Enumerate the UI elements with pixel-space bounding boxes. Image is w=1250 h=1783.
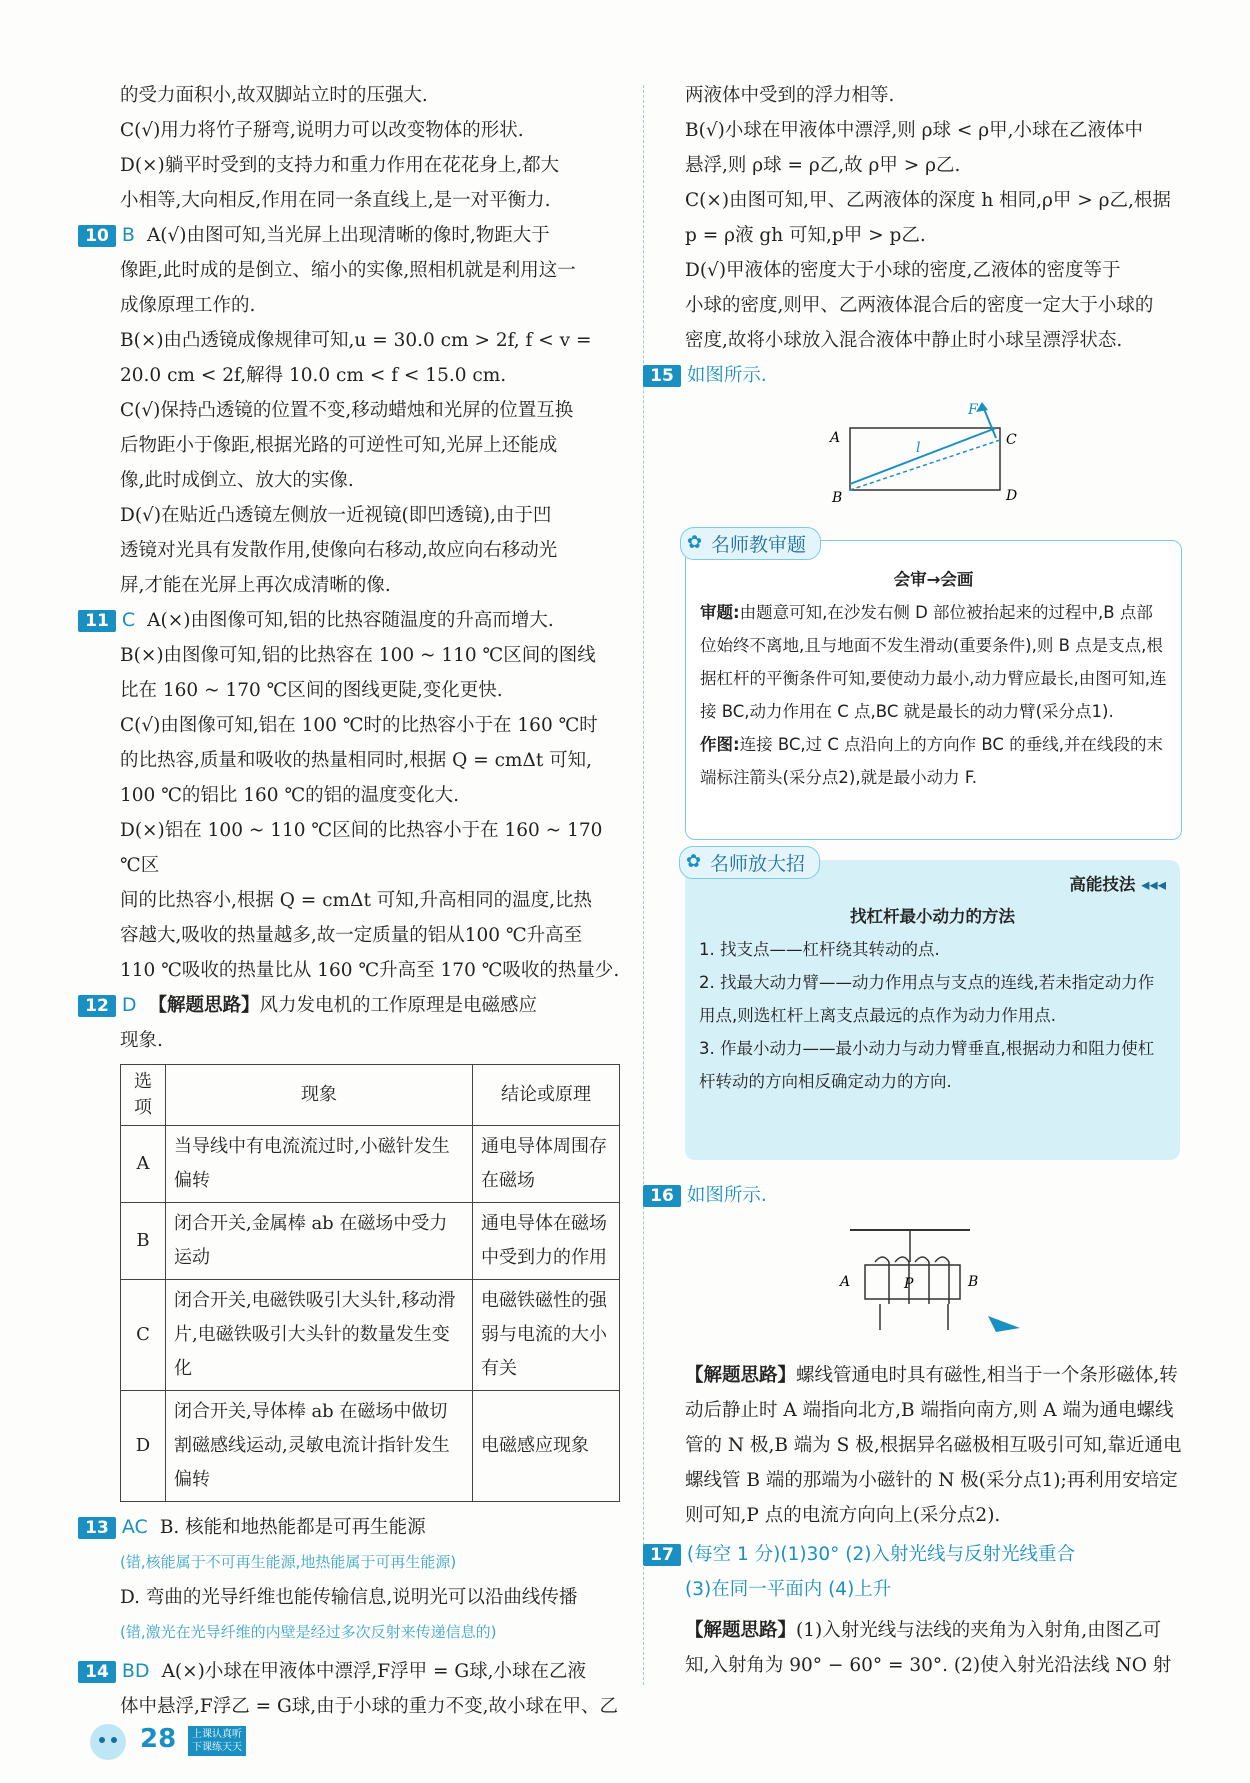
- table-header-row: [121, 1065, 620, 1126]
- question-number: 11: [78, 610, 116, 632]
- text-line: A(×)由图像可知,铝的比热容随温度的升高而增大.: [147, 610, 554, 631]
- point-label: l: [916, 440, 921, 456]
- tag-label: 高能技法 ◂◂◂: [1069, 875, 1166, 894]
- arrow-head: [976, 402, 988, 412]
- text: 螺线管通电时具有磁性,相当于一个条形磁体,转动后静止时 A 端指向北方,B 端指向南方,则 A 端为通电螺线管的 N 极,B 端为 S 极,根据异名磁极相互吸引可知,靠近通电螺线管 B 端的那端为小磁针的 N 极(采分点1);再利用安培定则可知,P 点的电流方向向上(采分点2).: [685, 1365, 1182, 1526]
- answer: C: [121, 609, 136, 631]
- box-heading: 找杠杆最小动力的方法: [850, 907, 1015, 926]
- paragraph: [700, 728, 1167, 794]
- text: 由题意可知,在沙发右侧 D 部位被抬起来的过程中,B 点部位始终不离地,且与地面不发生滑动(重要条件),则 B 点是支点,根据杠杆的平衡条件可知,要使动力最小,动力臂应最长,由图可知,连接 BC,动力作用在 C 点,BC 就是最长的动力臂(采分点1).: [700, 603, 1167, 721]
- text-line: 屏,才能在光屏上再次成清晰的像.: [120, 575, 391, 596]
- paragraph: [685, 1358, 1185, 1533]
- text-line: 110 ℃吸收的热量比从 160 ℃升高至 170 ℃吸收的热量少.: [120, 960, 620, 981]
- text: 连接 BC,过 C 点沿向上的方向作 BC 的垂线,并在线段的末端标注箭头(采分点2),就是最小动力 F.: [700, 735, 1163, 787]
- question-13: [85, 1510, 620, 1545]
- question-16: [650, 1178, 1185, 1213]
- table-row: [121, 1391, 620, 1502]
- list-item: 2. 找最大动力臂——动力作用点与支点的连线,若未指定动力作用点,则选杠杆上离支点最远的点作为动力作用点.: [699, 973, 1155, 1025]
- table-cell: 电磁铁磁性的强弱与电流的大小有关: [473, 1280, 620, 1391]
- answer: D: [121, 994, 137, 1016]
- table-cell: 闭合开关,电磁铁吸引大头针,移动滑片,电磁铁吸引大头针的数量发生变化: [166, 1280, 473, 1391]
- text-line: 的比热容,质量和吸收的热量相同时,根据 Q = cmΔt 可知,: [120, 750, 593, 771]
- table-cell: A: [121, 1126, 166, 1203]
- text-line: B(√)小球在甲液体中漂浮,则 ρ球 < ρ甲,小球在乙液体中: [685, 120, 1143, 141]
- text-line: 现象.: [120, 1030, 163, 1051]
- table-cell: D: [121, 1391, 166, 1502]
- column-header: 选项: [121, 1065, 166, 1126]
- box-heading: 会审→会画: [893, 570, 974, 589]
- point-label: A: [830, 430, 841, 446]
- question-10: [85, 218, 620, 253]
- text-line: 如图所示.: [686, 1185, 767, 1206]
- column-header: 结论或原理: [473, 1065, 620, 1126]
- text-line: B(×)由凸透镜成像规律可知,u = 30.0 cm > 2f, f < v =: [120, 330, 592, 351]
- text-line: 100 ℃的铝比 160 ℃的铝的温度变化大.: [120, 785, 460, 806]
- paragraph: [700, 596, 1167, 728]
- label: 作图:: [700, 735, 740, 754]
- text-line: 小相等,大向相反,作用在同一条直线上,是一对平衡力.: [120, 190, 551, 211]
- column-header: 现象: [166, 1065, 473, 1126]
- arm-line: [850, 440, 1000, 490]
- list-item: 3. 作最小动力——最小动力与动力臂垂直,根据动力和阻力使杠杆转动的方向相反确定动力的方向.: [699, 1039, 1155, 1091]
- table-cell: 通电导体周围存在磁场: [473, 1126, 620, 1203]
- table-cell: B: [121, 1203, 166, 1280]
- point-label: D: [1006, 488, 1018, 504]
- text-line: p = ρ液 gh 可知,p甲 > p乙.: [685, 225, 926, 246]
- table-cell: 通电导体在磁场中受到力的作用: [473, 1203, 620, 1280]
- table-cell: 当导线中有电流流过时,小磁针发生偏转: [166, 1126, 473, 1203]
- question-14: [85, 1654, 620, 1689]
- text: (1)入射光线与法线的夹角为入射角,由图乙可知,入射角为 90° − 60° = 30°. (2)使入射光沿法线 NO 射: [685, 1620, 1172, 1676]
- text-line: 小球的密度,则甲、乙两液体混合后的密度一定大于小球的: [685, 295, 1154, 316]
- text-line: C(√)用力将竹子掰弯,说明力可以改变物体的形状.: [120, 120, 524, 141]
- text-line: 成像原理工作的.: [120, 295, 256, 316]
- question-number: 10: [78, 225, 116, 247]
- point-label: A: [840, 1274, 851, 1290]
- answer: BD: [121, 1660, 150, 1682]
- text-line: 比在 160 ~ 170 ℃区间的图线更陡,变化更快.: [120, 680, 503, 701]
- label: 审题:: [700, 603, 740, 622]
- text-line: 如图所示.: [686, 365, 767, 386]
- text-line: D(×)躺平时受到的支持力和重力作用在花花身上,都大: [120, 155, 560, 176]
- text-line: (3)在同一平面内 (4)上升: [685, 1579, 892, 1600]
- question-17: [650, 1537, 1185, 1572]
- page-footer: [80, 1718, 260, 1762]
- arrow-icon: ◂◂◂: [1141, 875, 1166, 894]
- point-label: P: [904, 1276, 914, 1292]
- text-line: 密度,故将小球放入混合液体中静止时小球呈漂浮状态.: [685, 330, 1123, 351]
- text-line: A(√)由图可知,当光屏上出现清晰的像时,物距大于: [146, 225, 550, 246]
- label: 【解题思路】: [685, 1620, 797, 1641]
- teacher-review-box: [685, 532, 1182, 840]
- table-row: [121, 1203, 620, 1280]
- text-line: 风力发电机的工作原理是电磁感应: [259, 995, 538, 1016]
- table-row: [121, 1280, 620, 1391]
- question-15: [650, 358, 1185, 393]
- table-cell: 电磁感应现象: [473, 1391, 620, 1502]
- sofa-rect: [850, 428, 1000, 490]
- label: 【解题思路】: [148, 995, 260, 1016]
- text-line: 透镜对光具有发散作用,使像向右移动,故应向右移动光: [120, 540, 558, 561]
- paragraph: [685, 1613, 1185, 1683]
- page-number: 28: [140, 1724, 177, 1754]
- phenomenon-table: [120, 1064, 620, 1502]
- tips-box: [685, 851, 1180, 1160]
- question-number: 12: [78, 995, 116, 1017]
- label: 【解题思路】: [685, 1365, 797, 1386]
- answer: B: [121, 224, 135, 246]
- text-line: C(×)由图可知,甲、乙两液体的深度 h 相同,ρ甲 > ρ乙,根据: [685, 190, 1171, 211]
- text-line: D(√)在贴近凸透镜左侧放一近视镜(即凹透镜),由于凹: [120, 505, 552, 526]
- text-line: 的受力面积小,故双脚站立时的压强大.: [120, 85, 428, 106]
- text-line: D(√)甲液体的密度大于小球的密度,乙液体的密度等于: [685, 260, 1121, 281]
- point-label: C: [1006, 432, 1017, 448]
- lever-figure: [820, 400, 1050, 510]
- question-number: 14: [78, 1661, 116, 1683]
- point-label: B: [968, 1274, 979, 1290]
- text-line: (每空 1 分)(1)30° (2)入射光线与反射光线重合: [686, 1544, 1075, 1565]
- annotation: (错,激光在光导纤维的内壁是经过多次反射来传递信息的): [120, 1623, 497, 1641]
- force-arm: [850, 428, 996, 484]
- list-item: 1. 找支点——杠杆绕其转动的点.: [699, 940, 940, 959]
- text-line: C(√)保持凸透镜的位置不变,移动蜡烛和光屏的位置互换: [120, 400, 574, 421]
- compass-needle: [988, 1316, 1020, 1332]
- text-line: 后物距小于像距,根据光路的可逆性可知,光屏上还能成: [120, 435, 558, 456]
- point-label: F: [968, 402, 978, 418]
- right-column-bottom: [650, 1358, 1185, 1683]
- question-11: [85, 603, 620, 638]
- text-line: 像,此时成倒立、放大的实像.: [120, 470, 354, 491]
- text-line: B(×)由图像可知,铝的比热容在 100 ~ 110 ℃区间的图线: [120, 645, 596, 666]
- column-divider: [643, 85, 644, 1685]
- text-line: 间的比热容小,根据 Q = cmΔt 可知,升高相同的温度,比热: [120, 890, 593, 911]
- annotation: (错,核能属于不可再生能源,地热能属于可再生能源): [120, 1553, 457, 1571]
- answer: AC: [121, 1516, 148, 1538]
- solenoid-figure: [820, 1220, 1050, 1340]
- table-row: [121, 1126, 620, 1203]
- table-cell: 闭合开关,导体棒 ab 在磁场中做切割磁感线运动,灵敏电流计指针发生偏转: [166, 1391, 473, 1502]
- table-cell: C: [121, 1280, 166, 1391]
- text-line: 两液体中受到的浮力相等.: [685, 85, 895, 106]
- star-icon: ✿: [686, 851, 702, 872]
- text-line: 体中悬浮,F浮乙 = G球,由于小球的重力不变,故小球在甲、乙: [120, 1696, 619, 1717]
- question-number: 16: [643, 1185, 681, 1207]
- text-line: 容越大,吸收的热量越多,故一定质量的铝从100 ℃升高至: [120, 925, 583, 946]
- question-number: 17: [643, 1544, 681, 1566]
- text-line: 悬浮,则 ρ球 = ρ乙,故 ρ甲 > ρ乙.: [685, 155, 961, 176]
- table-cell: 闭合开关,金属棒 ab 在磁场中受力运动: [166, 1203, 473, 1280]
- right-column-lower: [650, 1178, 1185, 1213]
- text-line: C(√)由图像可知,铝在 100 ℃时的比热容小于在 160 ℃时: [120, 715, 598, 736]
- box-title: ✿ 名师教审题: [680, 527, 821, 560]
- footer-tag: 上课认真听 下课练天天: [188, 1726, 246, 1756]
- question-number: 15: [643, 365, 681, 387]
- box-title: ✿ 名师放大招: [679, 846, 820, 879]
- right-column: [650, 78, 1185, 393]
- question-number: 13: [78, 1517, 116, 1539]
- point-label: B: [832, 490, 843, 506]
- box-body: [686, 541, 1181, 794]
- star-icon: ✿: [687, 532, 703, 553]
- text-line: 像距,此时成的是倒立、缩小的实像,照相机就是利用这一: [120, 260, 576, 281]
- text-line: B. 核能和地热能都是可再生能源: [159, 1517, 426, 1538]
- text-line: D. 弯曲的光导纤维也能传输信息,说明光可以沿曲线传播: [120, 1587, 578, 1608]
- text-line: 20.0 cm < 2f,解得 10.0 cm < f < 15.0 cm.: [120, 365, 507, 386]
- text-line: A(×)小球在甲液体中漂浮,F浮甲 = G球,小球在乙液: [161, 1661, 586, 1682]
- text-line: D(×)铝在 100 ~ 110 ℃区间的比热容小于在 160 ~ 170 ℃区: [120, 820, 603, 876]
- mascot-icon: [80, 1718, 136, 1762]
- question-12: [85, 988, 620, 1023]
- left-column: [85, 78, 620, 1724]
